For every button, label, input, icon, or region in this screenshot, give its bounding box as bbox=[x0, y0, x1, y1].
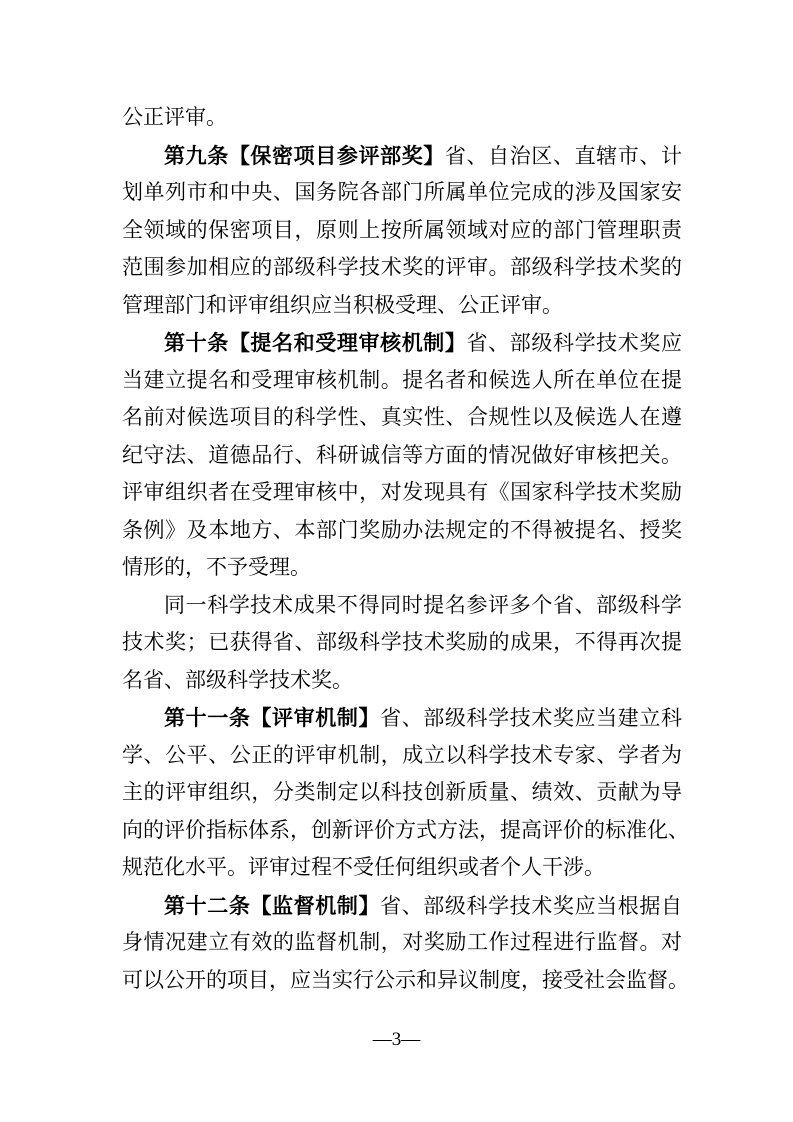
article-heading: 第十条【提名和受理审核机制】 bbox=[164, 330, 467, 355]
line-text: 全领域的保密项目，原则上按所属领域对应的部门管理职责 bbox=[122, 217, 682, 242]
text-line bbox=[122, 212, 682, 250]
text-line bbox=[122, 174, 682, 212]
text-line bbox=[122, 362, 682, 400]
text-line bbox=[122, 399, 682, 437]
document-body bbox=[122, 99, 689, 999]
text-line bbox=[122, 549, 682, 587]
text-line bbox=[122, 624, 682, 662]
text-line bbox=[122, 887, 682, 925]
text-line bbox=[122, 774, 682, 812]
line-text: 划单列市和中央、国务院各部门所属单位完成的涉及国家安 bbox=[122, 180, 682, 204]
text-line bbox=[122, 474, 682, 512]
article-heading: 第十一条【评审机制】 bbox=[164, 705, 381, 730]
line-text: 名省、部级科学技术奖。 bbox=[122, 667, 353, 692]
page-number: —3— bbox=[372, 1029, 421, 1050]
text-line bbox=[122, 587, 682, 625]
line-text: 技术奖；已获得省、部级科学技术奖励的成果，不得再次提 bbox=[122, 630, 682, 654]
line-text: 主的评审组织，分类制定以科技创新质量、绩效、贡献为导 bbox=[122, 780, 682, 804]
line-text: 纪守法、道德品行、科研诚信等方面的情况做好审核把关。 bbox=[122, 442, 682, 467]
text-line bbox=[122, 99, 682, 137]
article-heading: 第九条【保密项目参评部奖】 bbox=[164, 142, 445, 168]
line-text: 学、公平、公正的评审机制，成立以科学技术专家、学者为 bbox=[122, 742, 682, 767]
text-line bbox=[122, 812, 689, 850]
line-text: 身情况建立有效的监督机制，对奖励工作过程进行监督。对 bbox=[122, 930, 682, 954]
text-line bbox=[122, 324, 682, 362]
text-line bbox=[122, 849, 682, 887]
line-text: 评审组织者在受理审核中，对发现具有《国家科学技术奖励 bbox=[122, 480, 682, 504]
text-line bbox=[122, 699, 682, 737]
text-line bbox=[122, 249, 682, 287]
line-text: 省、自治区、直辖市、计 bbox=[444, 143, 683, 168]
text-line bbox=[122, 962, 689, 1000]
text-line bbox=[122, 662, 682, 700]
line-text: 向的评价指标体系，创新评价方式方法，提高评价的标准化、 bbox=[122, 817, 689, 842]
line-text: 公正评审。 bbox=[122, 105, 227, 129]
line-text: 情形的，不予受理。 bbox=[122, 555, 311, 579]
line-text: 当建立提名和受理审核机制。提名者和候选人所在单位在提 bbox=[122, 367, 682, 392]
text-line bbox=[122, 437, 682, 475]
line-text: 省、部级科学技术奖应当建立科 bbox=[380, 706, 683, 730]
line-text: 省、部级科学技术奖应当根据自 bbox=[380, 893, 683, 918]
text-line bbox=[122, 512, 682, 550]
line-text: 管理部门和评审组织应当积极受理、公正评审。 bbox=[122, 292, 563, 317]
text-line bbox=[122, 924, 682, 962]
article-heading: 第十二条【监督机制】 bbox=[164, 892, 381, 918]
line-text: 范围参加相应的部级科学技术奖的评审。部级科学技术奖的 bbox=[122, 255, 682, 279]
line-text: 名前对候选项目的科学性、真实性、合规性以及候选人在遵 bbox=[122, 405, 682, 429]
text-line bbox=[122, 737, 682, 775]
line-text: 条例》及本地方、本部门奖励办法规定的不得被提名、授奖 bbox=[122, 517, 682, 542]
text-line bbox=[122, 137, 682, 175]
line-text: 同一科学技术成果不得同时提名参评多个省、部级科学 bbox=[164, 592, 682, 617]
text-line bbox=[122, 287, 682, 325]
line-text: 可以公开的项目，应当实行公示和异议制度，接受社会监督。 bbox=[122, 967, 689, 992]
line-text: 省、部级科学技术奖应 bbox=[466, 331, 683, 355]
line-text: 规范化水平。评审过程不受任何组织或者个人干涉。 bbox=[122, 855, 605, 879]
